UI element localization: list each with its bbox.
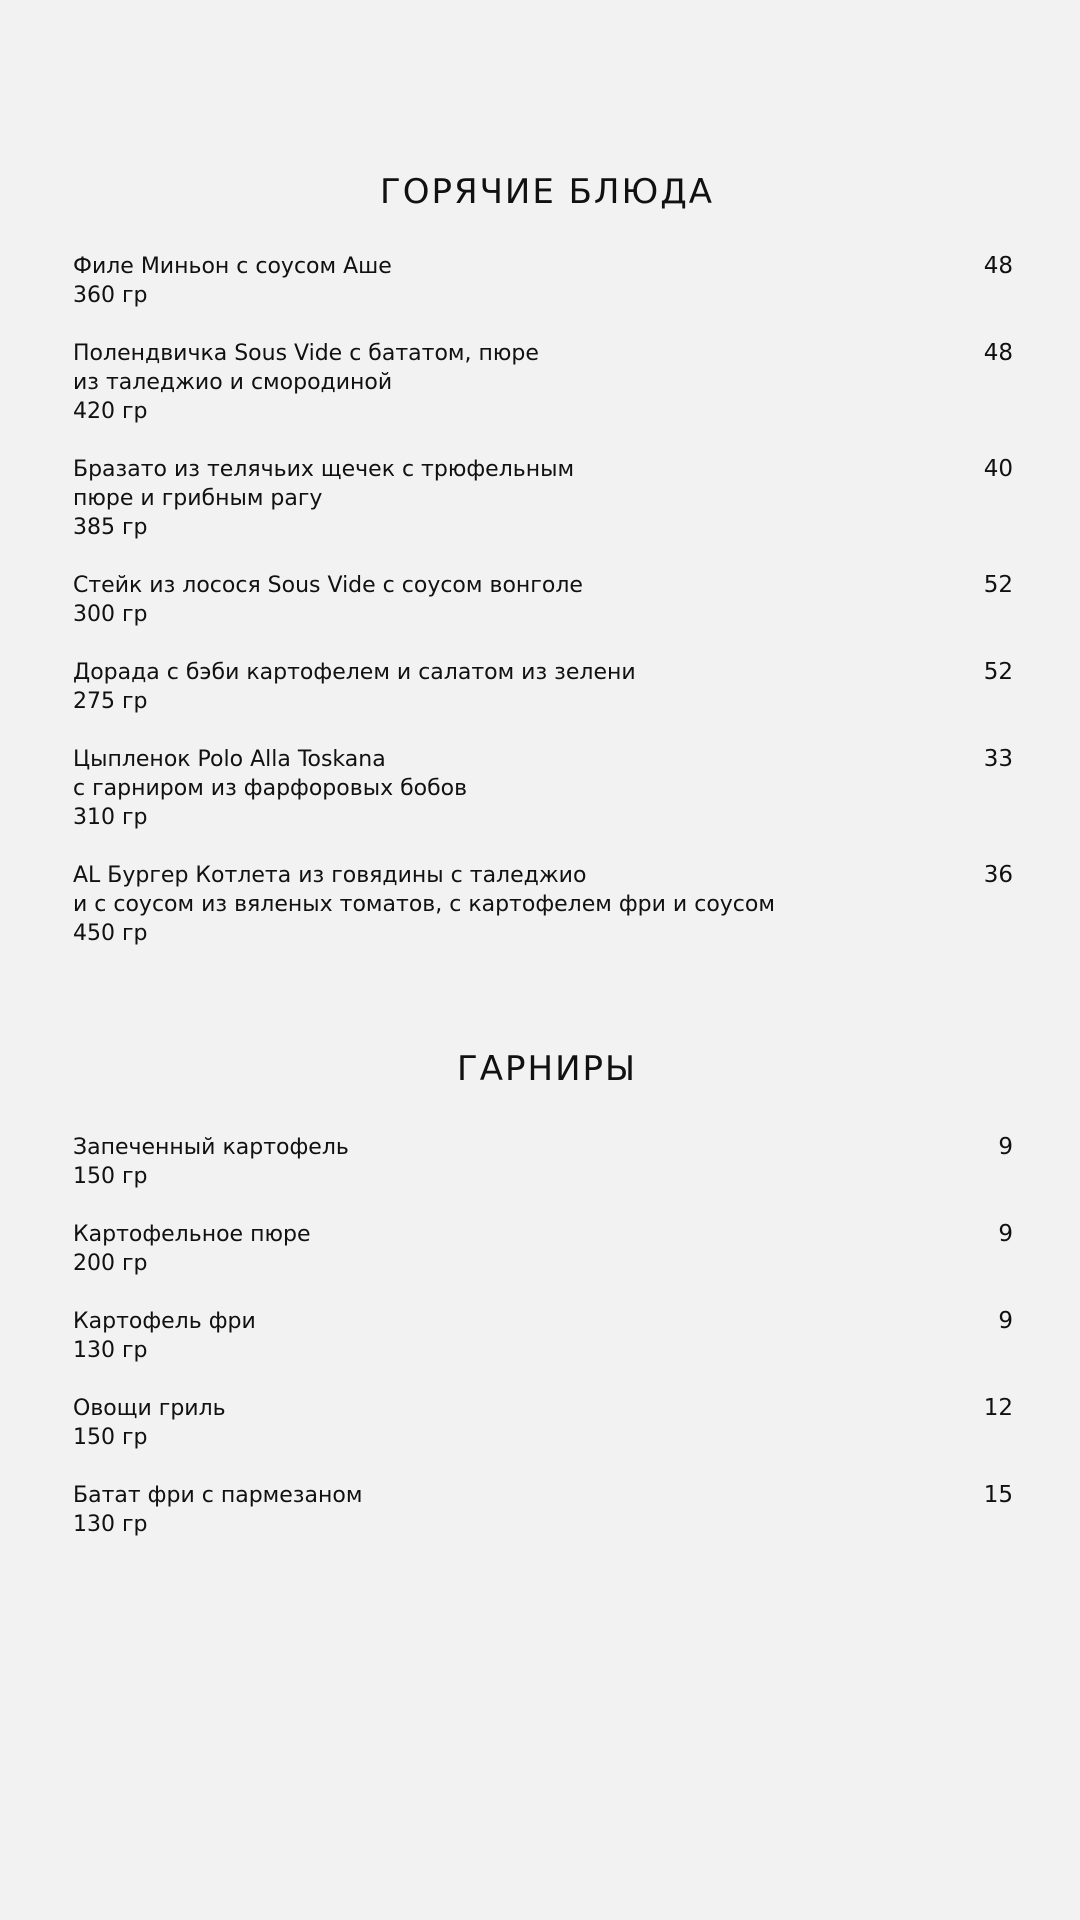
item-weight: 150 гр: [73, 1164, 148, 1189]
menu-item: [73, 252, 1013, 310]
item-name: Дорада с бэби картофелем и салатом из зелени: [73, 660, 636, 685]
item-price: 12: [983, 1395, 1013, 1421]
item-weight: 200 гр: [73, 1251, 148, 1276]
menu-item: [73, 861, 1013, 948]
menu-item: [73, 1133, 1013, 1191]
item-weight: 150 гр: [73, 1425, 148, 1450]
item-weight: 360 гр: [73, 283, 148, 308]
menu-item: [73, 745, 1013, 832]
item-weight: 450 гр: [73, 921, 148, 946]
item-description: [73, 658, 913, 716]
item-description: [73, 1307, 913, 1365]
item-description: [73, 1481, 913, 1539]
item-price: 48: [983, 253, 1013, 279]
menu-list-side-dishes: [73, 1133, 1013, 1539]
item-price: 40: [983, 456, 1013, 482]
item-weight: 420 гр: [73, 399, 148, 424]
item-name: Филе Миньон с соусом Аше: [73, 254, 392, 279]
item-weight: 275 гр: [73, 689, 148, 714]
section-title-hot-dishes: ГОРЯЧИЕ БЛЮДА: [379, 172, 715, 212]
section-hot-dishes: [73, 170, 1013, 977]
item-name: Бразато из телячьих щечек с трюфельным: [73, 457, 575, 482]
item-price: 52: [983, 572, 1013, 598]
item-description: [73, 1220, 913, 1278]
section-side-dishes: [73, 1047, 1013, 1568]
item-description: [73, 455, 913, 542]
item-weight: 130 гр: [73, 1338, 148, 1363]
item-name: Батат фри с пармезаном: [73, 1483, 363, 1508]
item-name: Цыпленок Polo Alla Toskana: [73, 747, 386, 772]
item-name: Овощи гриль: [73, 1396, 226, 1421]
item-price: 33: [983, 746, 1013, 772]
item-name-continued: пюре и грибным рагу: [73, 486, 323, 511]
item-price: 9: [998, 1221, 1013, 1247]
item-name: Картофель фри: [73, 1309, 256, 1334]
item-description: [73, 571, 913, 629]
menu-item: [73, 1307, 1013, 1365]
item-weight: 385 гр: [73, 515, 148, 540]
item-price: 48: [983, 340, 1013, 366]
menu-item: [73, 1394, 1013, 1452]
menu-item: [73, 455, 1013, 542]
menu-item: [73, 1481, 1013, 1539]
item-name: Стейк из лосося Sous Vide с соусом вонголе: [73, 573, 583, 598]
item-name: Запеченный картофель: [73, 1135, 349, 1160]
menu-item: [73, 339, 1013, 426]
menu-item: [73, 658, 1013, 716]
item-name: AL Бургер Котлета из говядины с таледжио: [73, 863, 587, 888]
item-description: [73, 1394, 913, 1452]
item-description: [73, 861, 913, 948]
item-name-continued: из таледжио и смородиной: [73, 370, 393, 395]
item-weight: 130 гр: [73, 1512, 148, 1537]
item-price: 36: [983, 862, 1013, 888]
item-name: Картофельное пюре: [73, 1222, 311, 1247]
item-price: 9: [998, 1134, 1013, 1160]
menu-item: [73, 571, 1013, 629]
item-name: Полендвичка Sous Vide с бататом, пюре: [73, 341, 539, 366]
item-description: [73, 1133, 913, 1191]
menu-list-hot-dishes: [73, 252, 1013, 948]
item-price: 15: [983, 1482, 1013, 1508]
item-description: [73, 745, 913, 832]
item-weight: 300 гр: [73, 602, 148, 627]
item-price: 52: [983, 659, 1013, 685]
item-weight: 310 гр: [73, 805, 148, 830]
menu-item: [73, 1220, 1013, 1278]
item-description: [73, 339, 913, 426]
section-title-side-dishes: ГАРНИРЫ: [457, 1049, 637, 1089]
item-name-continued: с гарниром из фарфоровых бобов: [73, 776, 468, 801]
item-price: 9: [998, 1308, 1013, 1334]
item-name-continued: и с соусом из вяленых томатов, с картофелем фри и соусом: [73, 892, 775, 917]
item-description: [73, 252, 913, 310]
